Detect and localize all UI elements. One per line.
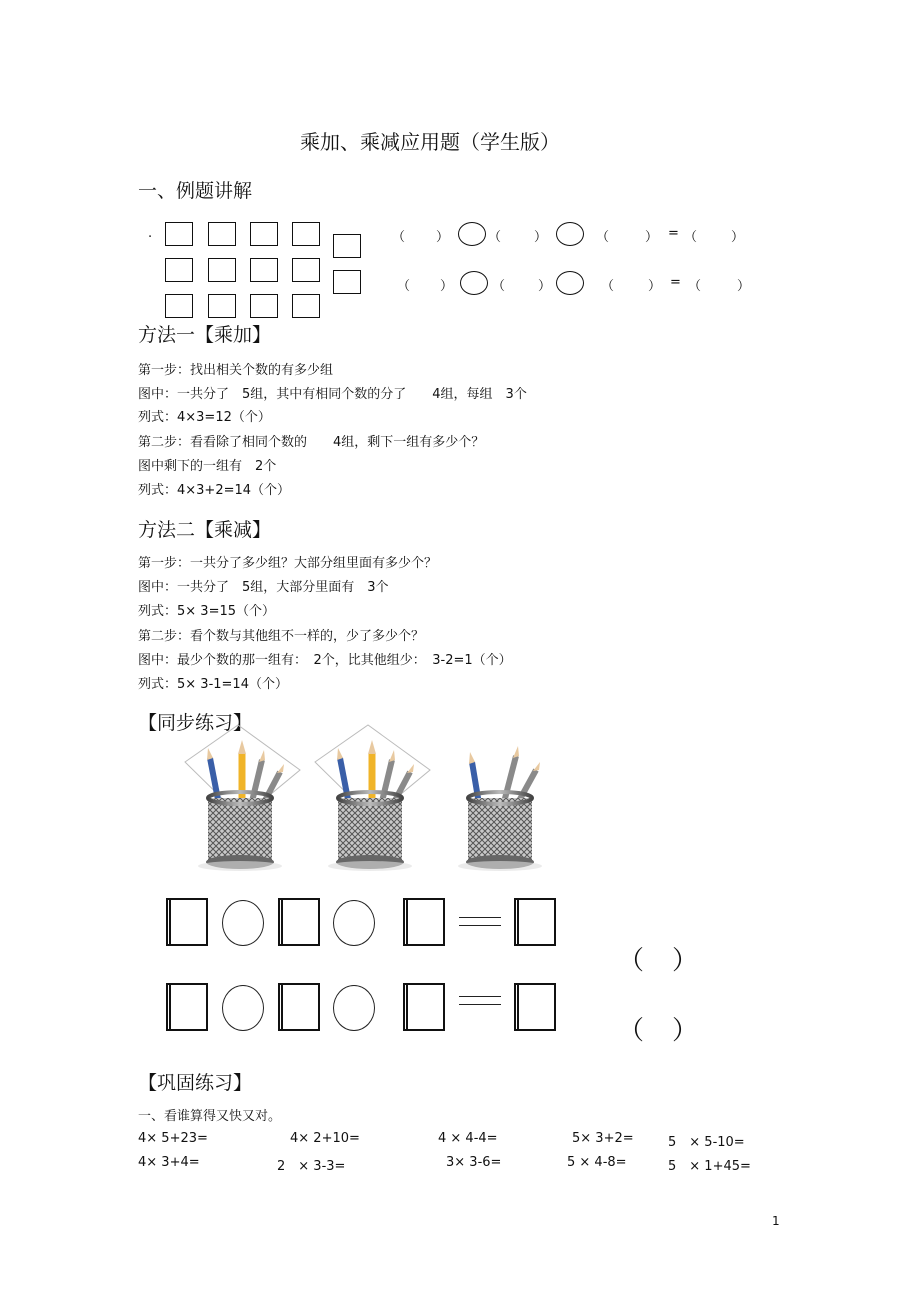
method-1-line: 列式：4×3+2=14（个） [138, 483, 291, 498]
exercise-item[interactable]: 5× 3+2= [572, 1131, 634, 1146]
paren-open: （ [492, 279, 506, 294]
method-1-line: 第二步：看看除了相同个数的 4组，剩下一组有多少个？ [138, 435, 485, 450]
answer-box[interactable] [292, 294, 320, 318]
answer-box[interactable] [165, 294, 193, 318]
answer-box[interactable] [292, 258, 320, 282]
answer-box[interactable] [278, 898, 320, 946]
paren-open: （ [397, 279, 411, 294]
sync-practice-heading: 【同步练习】 [138, 712, 253, 734]
equals-line-top [459, 917, 501, 918]
paren-close: ） [436, 230, 450, 245]
operator-circle[interactable] [556, 271, 584, 295]
paren-close: ） [534, 230, 548, 245]
paren-open: （ [618, 946, 645, 976]
answer-box[interactable] [278, 983, 320, 1031]
answer-box[interactable] [166, 898, 208, 946]
exercise-item[interactable]: 4× 3+4= [138, 1155, 200, 1170]
method-1-line: 图中：一共分了 5组，其中有相同个数的分了 4组，每组 3个 [138, 387, 527, 402]
answer-box[interactable] [250, 258, 278, 282]
list-dot: . [148, 226, 153, 241]
paren-close: ） [672, 946, 699, 976]
consolidate-heading: 【巩固练习】 [138, 1072, 253, 1094]
operator-circle[interactable] [333, 985, 375, 1031]
equals-sign: = [668, 226, 679, 241]
method-2-line: 第一步：一共分了多少组？大部分组里面有多少个？ [138, 556, 438, 571]
pencil-cup-1 [185, 725, 300, 871]
answer-box[interactable] [250, 294, 278, 318]
method-2-line: 列式：5× 3=15（个） [138, 604, 276, 619]
exercise-item[interactable]: 2 × 3-3= [277, 1159, 346, 1174]
method-2-line: 第二步：看个数与其他组不一样的，少了多少个？ [138, 629, 425, 644]
operator-circle[interactable] [333, 900, 375, 946]
answer-box[interactable] [403, 898, 445, 946]
exercise-item[interactable]: 4× 5+23= [138, 1131, 208, 1146]
paren-close: ） [645, 230, 659, 245]
answer-box[interactable] [208, 294, 236, 318]
method-1-heading: 方法一【乘加】 [138, 324, 272, 346]
answer-box[interactable] [165, 258, 193, 282]
method-2-line: 图中：一共分了 5组，大部分里面有 3个 [138, 580, 389, 595]
page-number: 1 [772, 1214, 780, 1228]
pencil-cups-illustration [180, 720, 580, 880]
operator-circle[interactable] [222, 900, 264, 946]
paren-open: （ [688, 279, 702, 294]
answer-box[interactable] [403, 983, 445, 1031]
page-title: 乘加、乘减应用题（学生版） [300, 130, 560, 154]
method-1-line: 图中剩下的一组有 2个 [138, 459, 277, 474]
paren-close: ） [731, 230, 745, 245]
equals-line-top [459, 996, 501, 997]
operator-circle[interactable] [460, 271, 488, 295]
method-1-line: 第一步：找出相关个数的有多少组 [138, 363, 334, 378]
answer-box[interactable] [165, 222, 193, 246]
paren-open: （ [684, 230, 698, 245]
paren-open: （ [392, 230, 406, 245]
answer-box[interactable] [292, 222, 320, 246]
paren-close: ） [440, 279, 454, 294]
exercise-item[interactable]: 5 × 5-10= [668, 1135, 745, 1150]
paren-close: ） [538, 279, 552, 294]
paren-open: （ [618, 1016, 645, 1046]
answer-box[interactable] [208, 258, 236, 282]
exercise-item[interactable]: 5 × 4-8= [567, 1155, 627, 1170]
method-2-line: 列式：5× 3-1=14（个） [138, 677, 288, 692]
answer-paren[interactable] [618, 940, 698, 977]
exercise-item[interactable]: 3× 3-6= [446, 1155, 502, 1170]
paren-open: （ [601, 279, 615, 294]
section-example-heading: 一、例题讲解 [138, 180, 253, 202]
exercise-item[interactable]: 4× 2+10= [290, 1131, 360, 1146]
pencil-cup-3 [458, 746, 542, 871]
operator-circle[interactable] [458, 222, 486, 246]
paren-close: ） [648, 279, 662, 294]
paren-open: （ [596, 230, 610, 245]
answer-box[interactable] [333, 234, 361, 258]
method-2-heading: 方法二【乘减】 [138, 519, 272, 541]
paren-close: ） [737, 279, 751, 294]
paren-close: ） [672, 1016, 699, 1046]
answer-box[interactable] [250, 222, 278, 246]
answer-box[interactable] [514, 898, 556, 946]
exercise-item[interactable]: 5 × 1+45= [668, 1159, 751, 1174]
equals-line-bottom [459, 925, 501, 926]
answer-box[interactable] [333, 270, 361, 294]
answer-box[interactable] [208, 222, 236, 246]
operator-circle[interactable] [556, 222, 584, 246]
operator-circle[interactable] [222, 985, 264, 1031]
paren-open: （ [488, 230, 502, 245]
exercise-item[interactable]: 4 × 4-4= [438, 1131, 498, 1146]
answer-paren[interactable] [618, 1010, 698, 1047]
pencil-cup-2 [315, 725, 430, 871]
equals-sign: = [670, 275, 681, 290]
exercise-intro: 一、看谁算得又快又对。 [138, 1109, 282, 1124]
equals-line-bottom [459, 1004, 501, 1005]
method-2-line: 图中：最少个数的那一组有： 2个，比其他组少： 3-2=1（个） [138, 653, 512, 668]
answer-box[interactable] [166, 983, 208, 1031]
method-1-line: 列式：4×3=12（个） [138, 410, 271, 425]
answer-box[interactable] [514, 983, 556, 1031]
